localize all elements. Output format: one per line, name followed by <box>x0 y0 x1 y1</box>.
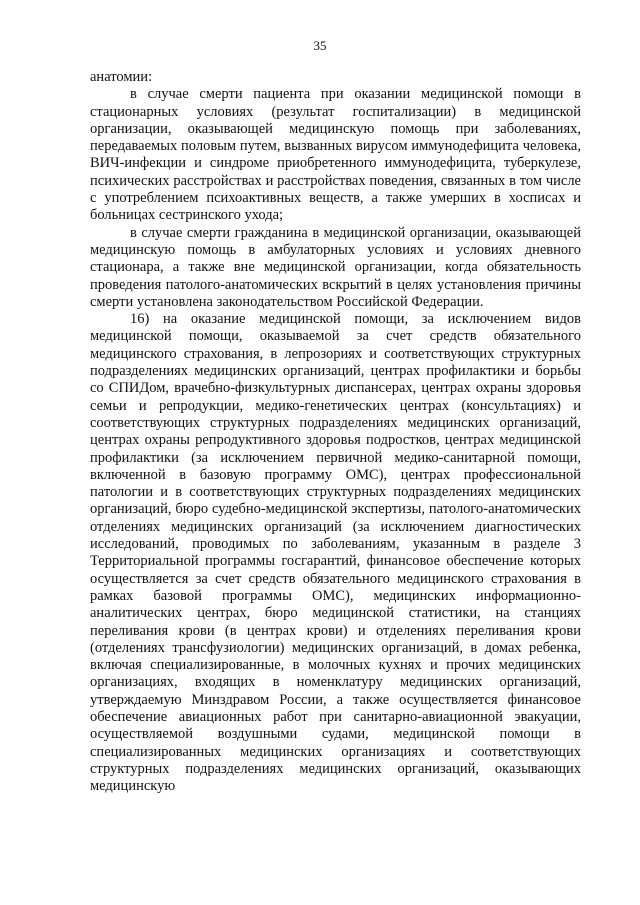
paragraph-hospital-death-case: в случае смерти пациента при оказании медицинской помощи в стационарных условиях (результат госпитализации) в медицинской организации, оказывающей медицинскую помощь при заболеваниях, передаваемых половым путем, вызванных вирусом иммунодефицита человека, ВИЧ-инфекции и синдроме приобретенного иммунодефицита, туберкулезе, психических расстройствах и расстройствах поведения, связанных в том числе с употреблением психоактивных веществ, а также умерших в хосписах и больницах сестринского ухода; <box>90 86 581 224</box>
paragraph-item-16: 16) на оказание медицинской помощи, за исключением видов медицинской помощи, оказываемой за счет средств обязательного медицинского страхования, в лепрозориях и соответствующих структурных подразделениях медицинских организаций, центрах профилактики и борьбы со СПИДом, врачебно-физкультурных диспансерах, центрах охраны здоровья семьи и репродукции, медико-генетических центрах (консультациях) и соответствующих структурных подразделениях медицинских организаций, центрах охраны репродуктивного здоровья подростков, центрах медицинской профилактики (за исключением первичной медико-санитарной помощи, включенной в базовую программу ОМС), центрах профессиональной патологии и в соответствующих структурных подразделениях медицинских организаций, бюро судебно-медицинской экспертизы, патолого-анатомических отделениях медицинских организаций (за исключением диагностических исследований, проводимых по заболеваниям, указанным в разделе 3 Территориальной программы госгарантий, финансовое обеспечение которых осуществляется за счет средств обязательного медицинского страхования в рамках базовой программы ОМС), медицинских информационно-аналитических центрах, бюро медицинской статистики, на станциях переливания крови (в центрах крови) и отделениях переливания крови (отделениях трансфузиологии) медицинских организаций, в домах ребенка, включая специализированные, в молочных кухнях и прочих медицинских организациях, входящих в номенклатуру медицинских организаций, утверждаемую Минздравом России, а также осуществляется финансовое обеспечение авиационных работ при санитарно-авиационной эвакуации, осуществляемой воздушными судами, медицинской помощи в специализированных медицинских организациях и соответствующих структурных подразделениях медицинских организаций, оказывающих медицинскую <box>90 311 581 795</box>
page-number: 35 <box>313 38 327 53</box>
document-body <box>90 69 581 795</box>
paragraph-outpatient-death-case: в случае смерти гражданина в медицинской организации, оказывающей медицинскую помощь в амбулаторных условиях и условиях дневного стационара, а также вне медицинской организации, когда обязательность проведения патолого-анатомических вскрытий в целях установления причины смерти установлена законодательством Российской Федерации. <box>90 224 581 310</box>
paragraph-continuation: анатомии: <box>90 69 153 85</box>
